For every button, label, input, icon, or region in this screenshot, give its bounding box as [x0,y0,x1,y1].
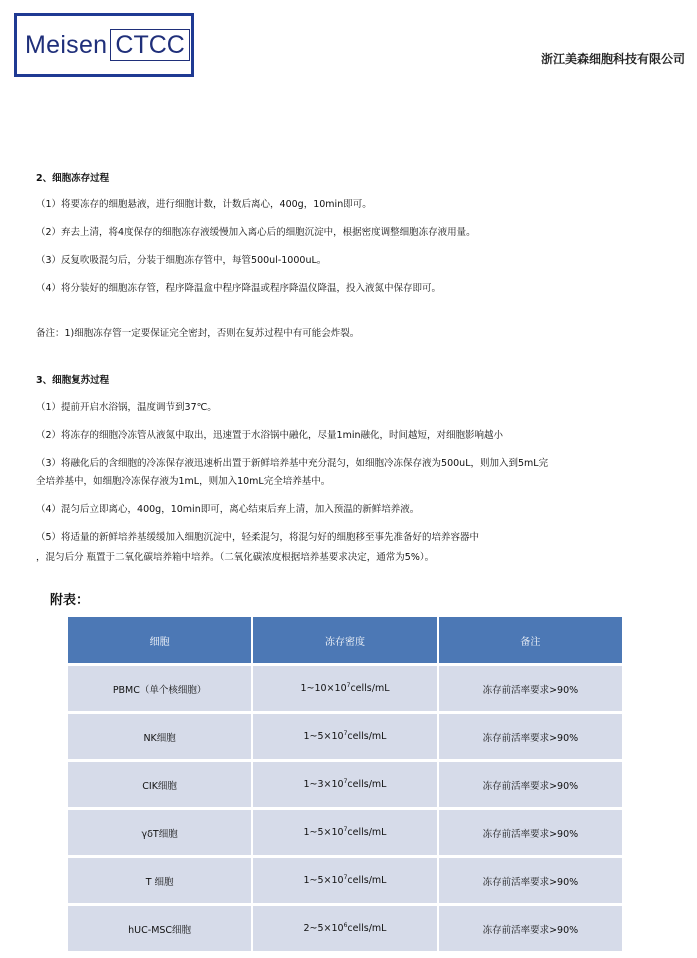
row-density: $1\sim 10\times 10^7cells/mL$ [253,666,437,711]
row-density: $1\sim 5\times 10^7cells/mL$ [253,714,437,759]
row-note: 冻存前活率要求>90% [439,714,622,759]
section2-step-2: （2）弃去上清，将4度保存的细胞冻存液缓慢加入离心后的细胞沉淀中，根据密度调整细胞冻存液用量。 [36,227,476,238]
section3-step-1: （1）提前开启水浴锅，温度调节到37℃。 [36,402,217,413]
row-cell-name: PBMC（单个核细胞） [68,666,251,711]
row-density: $1\sim 5\times 10^7cells/mL$ [253,858,437,903]
row-density: $1\sim 3\times 10^7cells/mL$ [253,762,437,807]
row-note: 冻存前活率要求>90% [439,762,622,807]
company-name: 浙江美森细胞科技有限公司 [540,52,685,66]
cell-freezing-table [66,614,624,954]
table-header-row [68,617,622,663]
appendix-title: 附表： [50,593,90,608]
logo-word: Meisen [25,30,108,59]
section2-title: 2、细胞冻存过程 [36,173,110,184]
row-cell-name: NK细胞 [68,714,251,759]
row-note: 冻存前活率要求>90% [439,666,622,711]
table-row [68,906,622,951]
logo-box-text: CTCC [110,29,189,61]
section3-step-4: （4）混匀后立即离心，400g，10min即可，离心结束后弃上清，加入预温的新鲜培养液。 [36,504,420,515]
row-cell-name: T 细胞 [68,858,251,903]
row-cell-name: hUC-MSC细胞 [68,906,251,951]
table-row [68,666,622,711]
row-note: 冻存前活率要求>90% [439,906,622,951]
section3-step-3a: （3）将融化后的含细胞的冷冻保存液迅速析出置于新鲜培养基中充分混匀，如细胞冷冻保存液为500uL，则加入到5mL完 [36,458,549,469]
table-row [68,714,622,759]
section2-step-4: （4）将分装好的细胞冻存管，程序降温盒中程序降温或程序降温仪降温，投入液氮中保存即可。 [36,283,442,294]
table-row [68,762,622,807]
header-density: 冻存密度 [253,617,437,663]
section3-step-5b: ，混匀后分 瓶置于二氧化碳培养箱中培养。（二氧化碳浓度根据培养基要求决定，通常为5%）。 [36,552,435,563]
section3-step-2: （2）将冻存的细胞冷冻管从液氮中取出，迅速置于水浴锅中融化，尽量1min融化，时间越短，对细胞影响越小 [36,430,504,441]
table-row [68,810,622,855]
row-cell-name: CIK细胞 [68,762,251,807]
row-density: $2\sim 5\times 10^6cells/mL$ [253,906,437,951]
row-note: 冻存前活率要求>90% [439,810,622,855]
table-row [68,858,622,903]
section2-step-3: （3）反复吹吸混匀后，分装于细胞冻存管中，每管500ul-1000uL。 [36,255,327,266]
row-note: 冻存前活率要求>90% [439,858,622,903]
section2-step-1: （1）将要冻存的细胞悬液，进行细胞计数，计数后离心，400g，10min即可。 [36,199,372,210]
row-density: $1\sim 5\times 10^7cells/mL$ [253,810,437,855]
section3-step-5a: （5）将适量的新鲜培养基缓缓加入细胞沉淀中，轻柔混匀，将混匀好的细胞移至事先准备好的培养容器中 [36,532,480,543]
section2-note: 备注：1)细胞冻存管一定要保证完全密封，否则在复苏过程中有可能会炸裂。 [36,328,360,339]
header-note: 备注 [439,617,622,663]
section3-title: 3、细胞复苏过程 [36,375,110,386]
company-logo [14,13,194,77]
header-cell: 细胞 [68,617,251,663]
row-cell-name: γδT细胞 [68,810,251,855]
section3-step-3b: 全培养基中，如细胞冷冻保存液为1mL，则加入10mL完全培养基中。 [36,476,331,487]
